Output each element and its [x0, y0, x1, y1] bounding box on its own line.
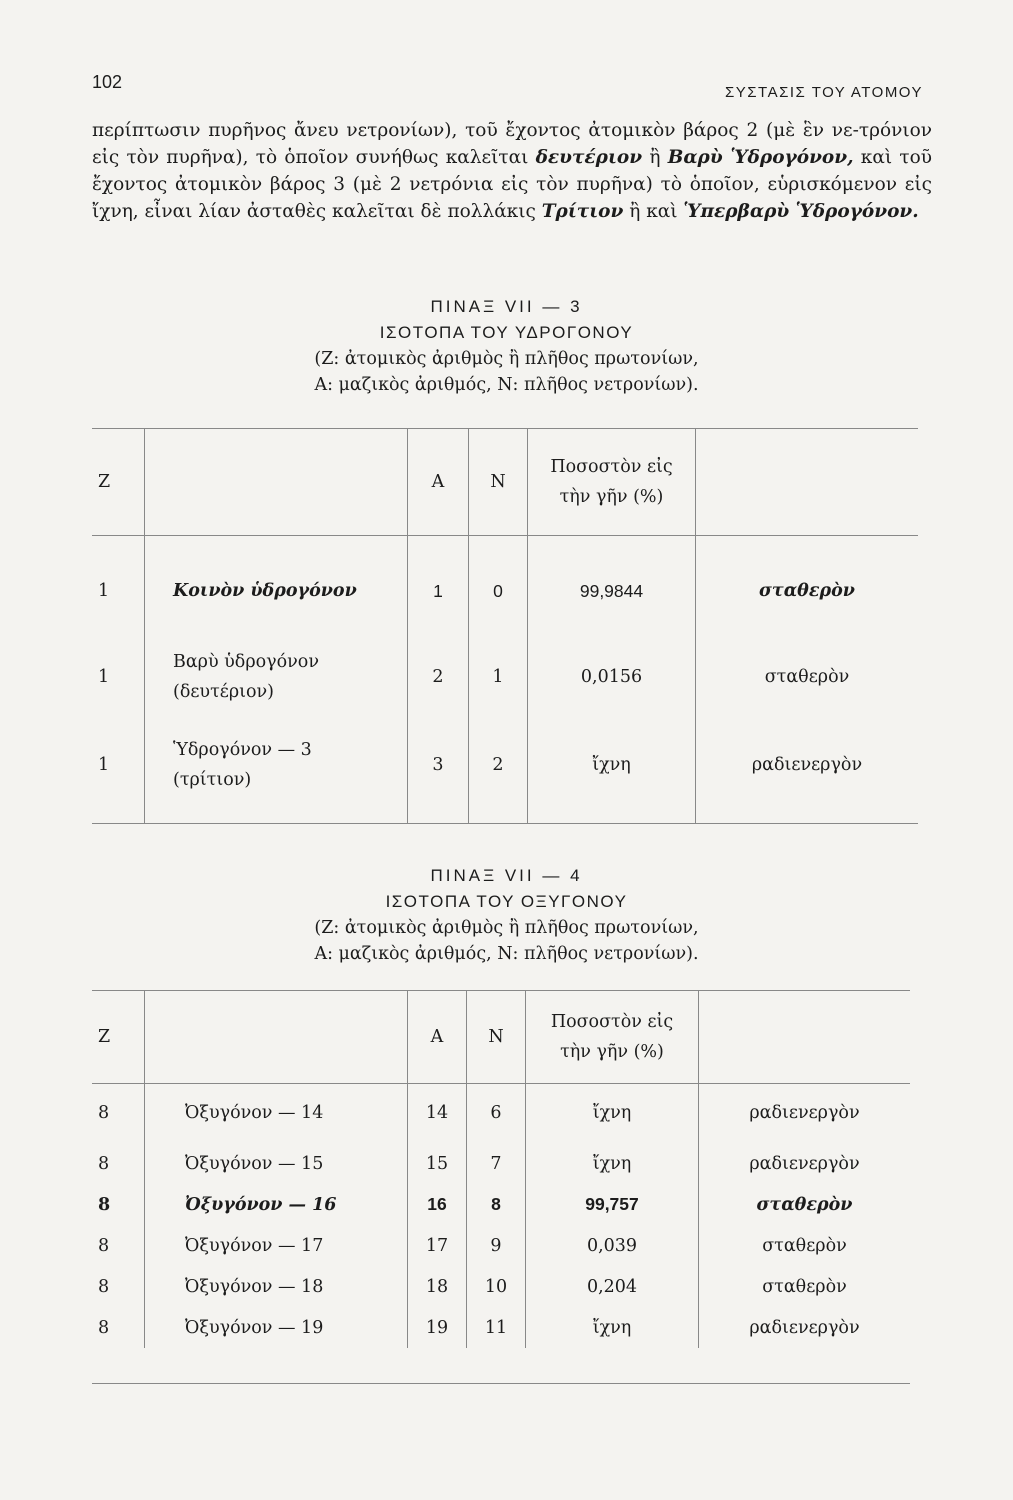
- row-n: 6: [467, 1083, 526, 1143]
- table2-row: [92, 1083, 910, 1143]
- intro-text-1: περίπτωσιν πυρῆνος ἄνευ νετρονίων), τοῦ ἔχοντος ἀτομικὸν βάρος 2 (μὲ ἓν νε-τρόνιον εἰς τὸν πυρῆνα), τὸ ὁποῖον συνήθως καλεῖται: [92, 120, 932, 168]
- table2-row: [92, 1266, 910, 1307]
- table1-header-pct-1: Ποσοστὸν εἰς: [550, 456, 673, 477]
- row-n: 9: [467, 1225, 526, 1266]
- table2-header-name: [145, 991, 408, 1083]
- table2-row: [92, 1225, 910, 1266]
- table2-header-pct: [526, 991, 699, 1083]
- row-isotope-name: [145, 647, 408, 707]
- row-isotope-name: [145, 535, 408, 647]
- table2-legend-2: Α: μαζικὸς ἀριθμός, Ν: πλῆθος νετρονίων).: [314, 944, 699, 964]
- row-z: 8: [98, 1103, 110, 1124]
- row-z: 1: [98, 581, 110, 602]
- row-a: 2: [408, 647, 469, 707]
- row-z: 1: [98, 667, 110, 687]
- table1-legend-1: (Ζ: ἀτομικὸς ἀριθμὸς ἢ πλῆθος πρωτονίων,: [314, 349, 699, 369]
- row-stability: ραδιενεργὸν: [699, 1307, 911, 1348]
- table1: [92, 429, 918, 823]
- row-n: 11: [467, 1307, 526, 1348]
- row-isotope-name: Ὀξυγόνον — 19: [145, 1307, 408, 1348]
- table2-header-a: A: [408, 991, 467, 1083]
- intro-text-4: ἢ καὶ: [623, 201, 684, 222]
- intro-paragraph: [92, 117, 932, 225]
- row-a: 3: [408, 707, 469, 823]
- table2-header-z: Z: [92, 991, 145, 1083]
- table2: [92, 991, 910, 1348]
- row-isotope-name-1: Ὑδρογόνον — 3: [173, 740, 312, 760]
- table1-header-pct: [528, 429, 696, 535]
- row-pct: ἴχνη: [526, 1083, 699, 1143]
- term-tritium: Τρίτιον: [541, 201, 624, 222]
- table2-header-pct-2: τὴν γῆν (%): [560, 1041, 664, 1062]
- table2-caption: [0, 866, 1013, 964]
- row-pct: 0,204: [526, 1266, 699, 1307]
- table2-legend-1: (Ζ: ἀτομικὸς ἀριθμὸς ἢ πλῆθος πρωτονίων,: [314, 918, 699, 938]
- row-a: 14: [408, 1083, 467, 1143]
- table2-subtitle: ΙΣΟΤΟΠΑ ΤΟΥ ΟΞΥΓΟΝΟΥ: [385, 892, 628, 911]
- running-head: ΣΥΣΤΑΣΙΣ ΤΟΥ ΑΤΟΜΟΥ: [725, 84, 923, 101]
- table1-row: [92, 647, 918, 707]
- row-a: 17: [408, 1225, 467, 1266]
- table2-header-row: [92, 991, 910, 1083]
- table1-header-name: [145, 429, 408, 535]
- table2-title: ΠΙΝΑΞ VII — 4: [430, 866, 583, 885]
- row-pct: 99,757: [526, 1184, 699, 1225]
- row-isotope-name-2: (δευτέριον): [173, 682, 274, 702]
- row-stability: ραδιενεργὸν: [699, 1143, 911, 1184]
- row-stability: σταθερὸν: [699, 1266, 911, 1307]
- row-pct: ἴχνη: [528, 707, 696, 823]
- row-z: 8: [98, 1235, 110, 1256]
- table1-header-pct-2: τὴν γῆν (%): [559, 486, 664, 507]
- row-isotope-name-2: (τρίτιον): [173, 770, 252, 790]
- row-pct: ἴχνη: [526, 1143, 699, 1184]
- table1-header-a: A: [408, 429, 469, 535]
- row-stability: ραδιενεργὸν: [699, 1083, 911, 1143]
- row-pct: 0,039: [526, 1225, 699, 1266]
- intro-text-2: ἢ: [642, 147, 668, 168]
- row-isotope-name: Ὀξυγόνον — 16: [145, 1184, 408, 1225]
- table1-legend-2: Α: μαζικὸς ἀριθμός, Ν: πλῆθος νετρονίων).: [314, 375, 699, 395]
- row-a: 19: [408, 1307, 467, 1348]
- table2-header-pct-1: Ποσοστὸν εἰς: [550, 1011, 674, 1032]
- term-superheavy-hydrogen: Ὑπερβαρὺ Ὑδρογόνον.: [683, 201, 919, 222]
- row-n: 7: [467, 1143, 526, 1184]
- row-z: 1: [98, 755, 110, 775]
- row-isotope-name-1: Βαρὺ ὑδρογόνον: [173, 652, 319, 672]
- table1-subtitle: ΙΣΟΤΟΠΑ ΤΟΥ ΥΔΡΟΓΟΝΟΥ: [379, 323, 634, 342]
- table2-row: [92, 1307, 910, 1348]
- table1-caption: [0, 297, 1013, 395]
- row-a: 15: [408, 1143, 467, 1184]
- row-isotope-name: Ὀξυγόνον — 17: [145, 1225, 408, 1266]
- row-stability: σταθερὸν: [696, 535, 919, 647]
- intro-text-3: καὶ τοῦ ἔχοντος ἀτομικὸν βάρος 3 (μὲ 2 νετρόνια εἰς τὸν πυρῆνα) τὸ ὁποῖον, εὑρισκόμενον εἰς ἴχνη, εἶναι λίαν ἀσταθὲς καλεῖται δὲ πολλάκις: [92, 147, 932, 222]
- row-z: 8: [98, 1153, 110, 1174]
- table2-header-n: N: [467, 991, 526, 1083]
- table1-header-z: Z: [92, 429, 145, 535]
- table1-body: [92, 535, 918, 823]
- table2-row: [92, 1143, 910, 1184]
- page-number: 102: [92, 72, 123, 92]
- row-n: 2: [469, 707, 528, 823]
- row-z: 8: [98, 1317, 110, 1338]
- table1-row: [92, 707, 918, 823]
- row-stability: σταθερὸν: [696, 647, 919, 707]
- term-heavy-hydrogen: Βαρὺ Ὑδρογόνον,: [667, 147, 854, 168]
- row-pct: 99,9844: [528, 535, 696, 647]
- row-n: 10: [467, 1266, 526, 1307]
- row-isotope-name: [145, 707, 408, 823]
- table2-row: [92, 1184, 910, 1225]
- row-z: 8: [98, 1194, 111, 1215]
- table1-header-row: [92, 429, 918, 535]
- row-a: 16: [408, 1184, 467, 1225]
- row-isotope-name-1: Κοινὸν ὑδρογόνον: [173, 581, 357, 602]
- row-n: 1: [469, 647, 528, 707]
- row-pct: 0,0156: [528, 647, 696, 707]
- row-isotope-name: Ὀξυγόνον — 18: [145, 1266, 408, 1307]
- row-stability: σταθερὸν: [699, 1184, 911, 1225]
- row-n: 0: [469, 535, 528, 647]
- table1-title: ΠΙΝΑΞ VII — 3: [430, 297, 583, 316]
- row-pct: ἴχνη: [526, 1307, 699, 1348]
- row-a: 1: [408, 535, 469, 647]
- row-n: 8: [467, 1184, 526, 1225]
- table1-header-stability: [696, 429, 919, 535]
- table2-body: [92, 1083, 910, 1348]
- row-isotope-name: Ὀξυγόνον — 14: [145, 1083, 408, 1143]
- table1-row: [92, 535, 918, 647]
- row-stability: σταθερὸν: [699, 1225, 911, 1266]
- row-z: 8: [98, 1276, 110, 1297]
- term-deuterium: δευτέριον: [535, 147, 643, 168]
- row-stability: ραδιενεργὸν: [696, 707, 919, 823]
- table2-header-stability: [699, 991, 911, 1083]
- table1-header-n: N: [469, 429, 528, 535]
- row-isotope-name: Ὀξυγόνον — 15: [145, 1143, 408, 1184]
- row-a: 18: [408, 1266, 467, 1307]
